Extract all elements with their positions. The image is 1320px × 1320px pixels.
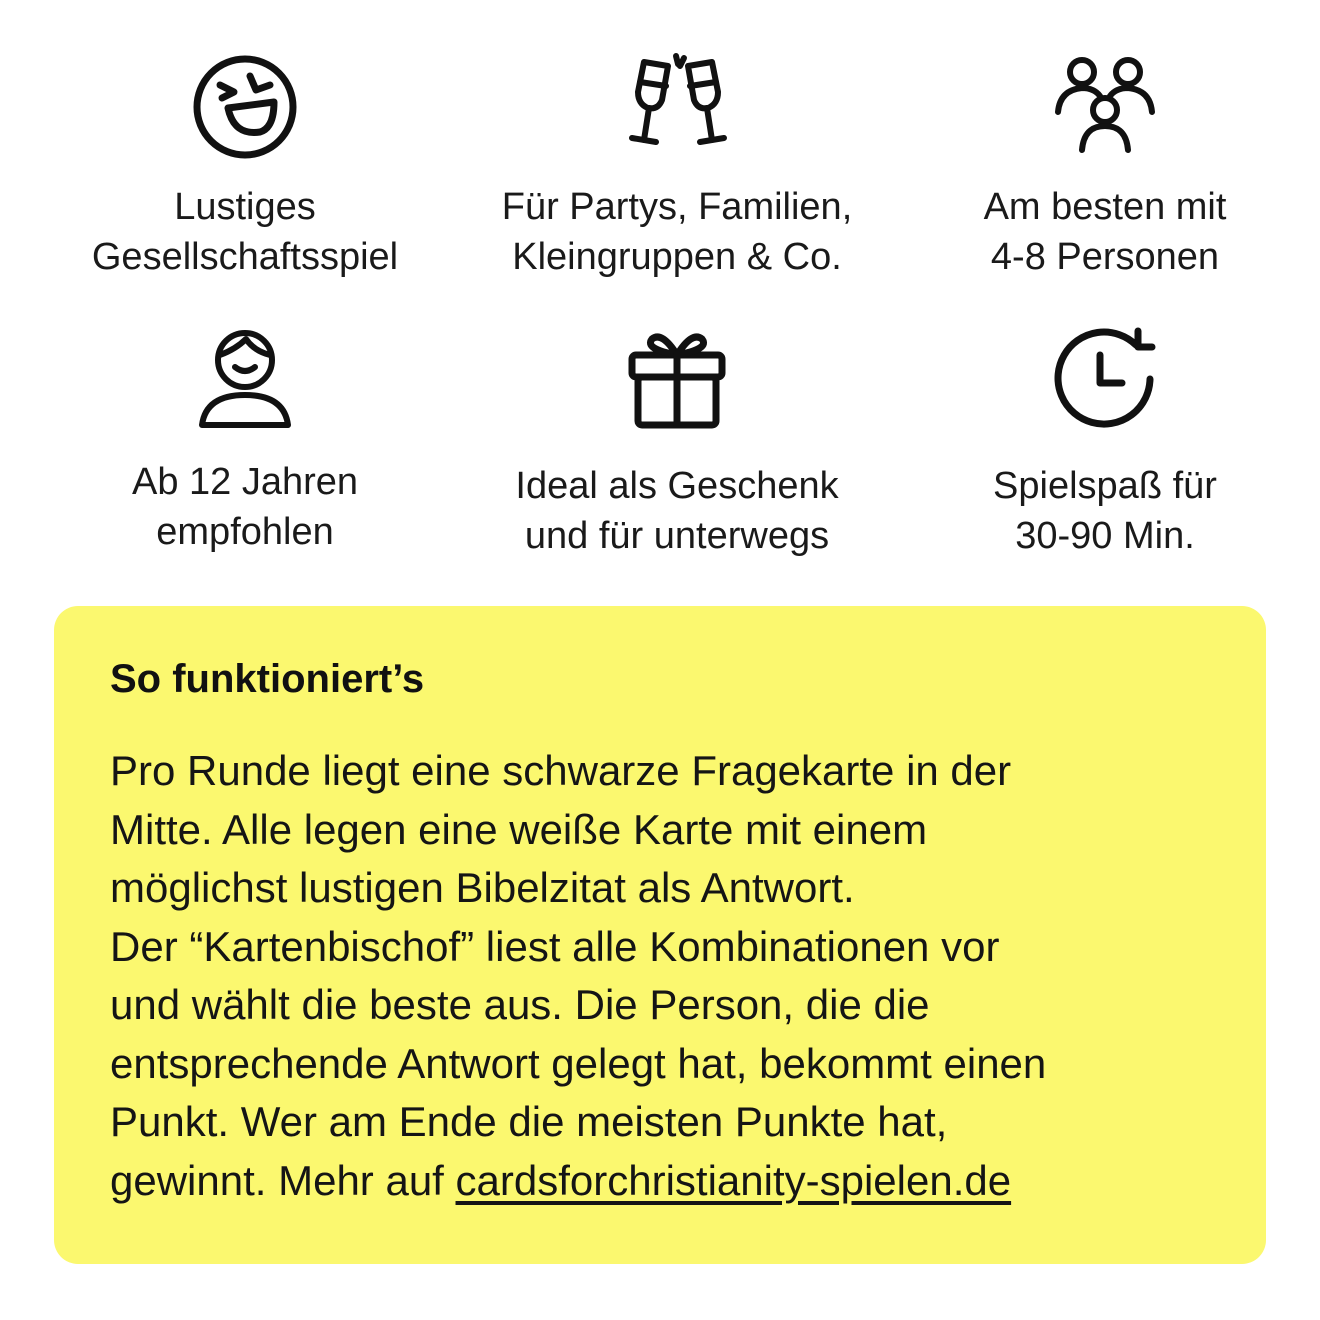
feature-duration [905, 325, 1305, 561]
features-grid [0, 0, 1320, 600]
text-line: Der “Kartenbischof” liest alle Kombinationen vor [110, 922, 1000, 970]
text-line: Mitte. Alle legen eine weiße Karte mit einem [110, 805, 928, 853]
feature-label: Ab 12 Jahren empfohlen [131, 461, 359, 553]
how-it-works-text [110, 742, 1210, 1210]
group-people-icon [1050, 52, 1160, 162]
feature-age [45, 325, 445, 557]
feature-party-game [45, 52, 445, 282]
text-line: Pro Runde liegt eine schwarze Fragekarte in der [110, 747, 1012, 794]
clock-refresh-icon [1050, 325, 1160, 435]
text-line: und wählt die beste aus. Die Person, die die [110, 981, 930, 1028]
feature-label: Lustiges Gesellschaftsspiel [91, 186, 399, 278]
text-line: möglichst lustigen Bibelzitat als Antwort. [110, 864, 855, 911]
feature-label: Spielspaß für 30-90 Min. [993, 465, 1217, 557]
text-line: Punkt. Wer am Ende die meisten Punkte hat, [110, 1098, 948, 1145]
feature-label: Für Partys, Familien, Kleingruppen & Co. [501, 186, 853, 278]
website-link[interactable]: cardsforchristianity-spielen.de [455, 1156, 1012, 1204]
gift-icon [622, 325, 732, 435]
person-smiling-icon [190, 325, 300, 435]
how-it-works-box [54, 606, 1266, 1264]
text-line-last [110, 1152, 1210, 1211]
champagne-glasses-icon [622, 52, 732, 162]
text-line-prefix: gewinnt. Mehr auf [110, 1156, 456, 1204]
feature-gift [477, 325, 877, 561]
feature-player-count [905, 52, 1305, 282]
how-it-works-title: So funktioniert’s [110, 657, 425, 701]
text-line: entsprechende Antwort gelegt hat, bekommt einen [110, 1039, 1047, 1087]
feature-occasions [477, 52, 877, 282]
feature-label: Ideal als Geschenk und für unterwegs [515, 465, 839, 557]
feature-label: Am besten mit 4-8 Personen [983, 186, 1227, 278]
laughing-face-icon [190, 52, 300, 162]
